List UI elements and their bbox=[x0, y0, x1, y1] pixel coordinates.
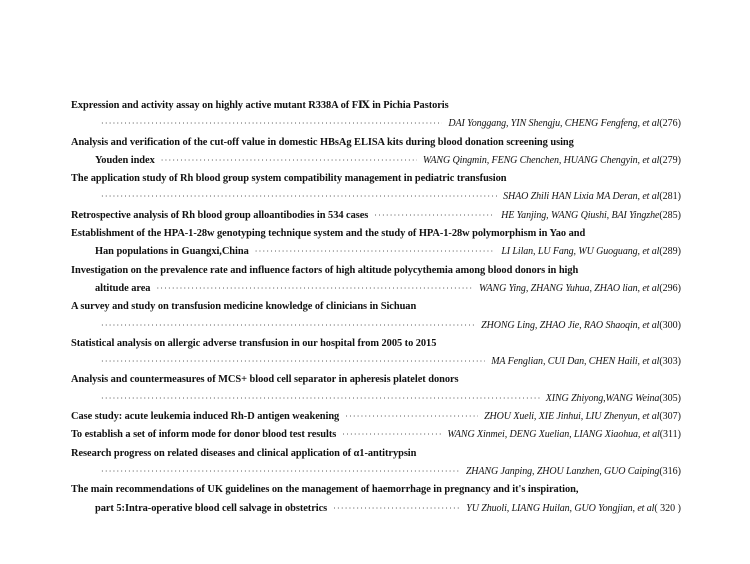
entry-title-continued: Youden index bbox=[95, 154, 155, 166]
entry-page: (300) bbox=[659, 319, 681, 331]
entry-title: Expression and activity assay on highly active mutant R338A of FⅨ in Pichia Pastoris bbox=[71, 100, 449, 111]
entry-title: The main recommendations of UK guidelines on the management of haemorrhage in pregnancy and it's inspiration, bbox=[71, 484, 579, 496]
entry-authors: ZHOU Xueli, XIE Jinhui, LIU Zhenyun, et al bbox=[484, 411, 660, 423]
entry-title: Research progress on related diseases and clinical application of α1-antitrypsin bbox=[71, 447, 417, 459]
leader-dots bbox=[101, 390, 540, 408]
entry-page: (316) bbox=[659, 465, 681, 477]
entry-title: Statistical analysis on allergic adverse transfusion in our hospital from 2005 to 2015 bbox=[71, 337, 437, 349]
leader-dots bbox=[101, 353, 485, 371]
entry-authors: DAI Yonggang, YIN Shengju, CHENG Fengfeng, et al bbox=[448, 118, 660, 130]
entry-title-continued: Han populations in Guangxi,China bbox=[95, 246, 249, 258]
toc-entry[interactable] bbox=[71, 170, 681, 207]
entry-page: (281) bbox=[659, 191, 681, 203]
entry-authors: XING Zhiyong,WANG Weina bbox=[545, 392, 660, 404]
entry-page: (307) bbox=[659, 411, 681, 423]
toc-entry[interactable] bbox=[71, 134, 681, 171]
entry-title: Analysis and countermeasures of MCS+ blood cell separator in apheresis platelet donors bbox=[71, 374, 459, 386]
leader-dots bbox=[374, 207, 495, 225]
entry-title: Investigation on the prevalence rate and influence factors of high altitude polycythemia among blood donors in high bbox=[71, 264, 579, 276]
entry-page: (279) bbox=[659, 154, 681, 166]
toc-entry[interactable] bbox=[71, 481, 681, 518]
entry-authors: HE Yanjing, WANG Qiushi, BAI Yingzhe bbox=[501, 209, 660, 221]
leader-dots bbox=[101, 463, 460, 481]
entry-title: Analysis and verification of the cut-off value in domestic HBsAg ELISA kits during blood donation screening using bbox=[71, 136, 574, 148]
entry-page: (285) bbox=[659, 209, 681, 221]
toc-entry[interactable] bbox=[71, 335, 681, 372]
entry-title: A survey and study on transfusion medicine knowledge of clinicians in Sichuan bbox=[71, 301, 417, 313]
entry-authors: ZHANG Janping, ZHOU Lanzhen, GUO Caiping bbox=[465, 465, 660, 477]
entry-authors: WANG Ying, ZHANG Yuhua, ZHAO lian, et al bbox=[479, 282, 660, 294]
entry-authors: WANG Qingmin, FENG Chenchen, HUANG Chengyin, et al bbox=[422, 154, 660, 166]
toc-entry[interactable] bbox=[71, 371, 681, 408]
entry-page: (311) bbox=[659, 429, 681, 441]
toc-entry[interactable] bbox=[71, 262, 681, 299]
leader-dots bbox=[101, 188, 497, 206]
leader-dots bbox=[333, 500, 460, 518]
leader-dots bbox=[161, 152, 417, 170]
entry-title: To establish a set of inform mode for donor blood test results bbox=[71, 429, 337, 441]
entry-page: (296) bbox=[659, 282, 681, 294]
entry-page: (305) bbox=[659, 392, 681, 404]
toc-entry[interactable] bbox=[71, 445, 681, 482]
leader-dots bbox=[156, 280, 473, 298]
leader-dots bbox=[342, 426, 441, 444]
toc-entry[interactable] bbox=[71, 426, 681, 444]
toc-entry[interactable] bbox=[71, 408, 681, 426]
entry-authors: YU Zhuoli, LIANG Huilan, GUO Yongjian, et al bbox=[466, 502, 655, 514]
entry-title: The application study of Rh blood group system compatibility management in pediatric transfusion bbox=[71, 173, 507, 185]
toc-entry[interactable] bbox=[71, 207, 681, 225]
entry-authors: LI Lilan, LU Fang, WU Guoguang, et al bbox=[501, 246, 660, 258]
leader-dots bbox=[101, 317, 475, 335]
entry-title: Retrospective analysis of Rh blood group alloantibodies in 534 cases bbox=[71, 209, 369, 221]
leader-dots bbox=[345, 408, 478, 426]
entry-authors: MA Fenglian, CUI Dan, CHEN Haili, et al bbox=[491, 356, 660, 368]
table-of-contents bbox=[71, 97, 681, 518]
leader-dots bbox=[101, 115, 442, 133]
toc-entry[interactable] bbox=[71, 97, 681, 134]
entry-page: (276) bbox=[659, 118, 681, 130]
toc-entry[interactable] bbox=[71, 225, 681, 262]
toc-entry[interactable] bbox=[71, 298, 681, 335]
entry-title-continued: altitude area bbox=[95, 282, 151, 294]
entry-title: Establishment of the HPA-1-28w genotyping technique system and the study of HPA-1-28w polymorphism in Yao and bbox=[71, 228, 586, 240]
entry-authors: ZHONG Ling, ZHAO Jie, RAO Shaoqin, et al bbox=[481, 319, 660, 331]
entry-page: (303) bbox=[659, 356, 681, 368]
entry-page: (289) bbox=[659, 246, 681, 258]
entry-page: ( 320 ) bbox=[654, 502, 681, 514]
entry-authors: SHAO Zhili HAN Lixia MA Deran, et al bbox=[503, 191, 660, 203]
entry-title: Case study: acute leukemia induced Rh-D antigen weakening bbox=[71, 411, 340, 423]
entry-title-continued: part 5:Intra-operative blood cell salvage in obstetrics bbox=[95, 502, 328, 514]
leader-dots bbox=[255, 243, 496, 261]
entry-authors: WANG Xinmei, DENG Xuelian, LIANG Xiaohua, et al bbox=[447, 429, 660, 441]
